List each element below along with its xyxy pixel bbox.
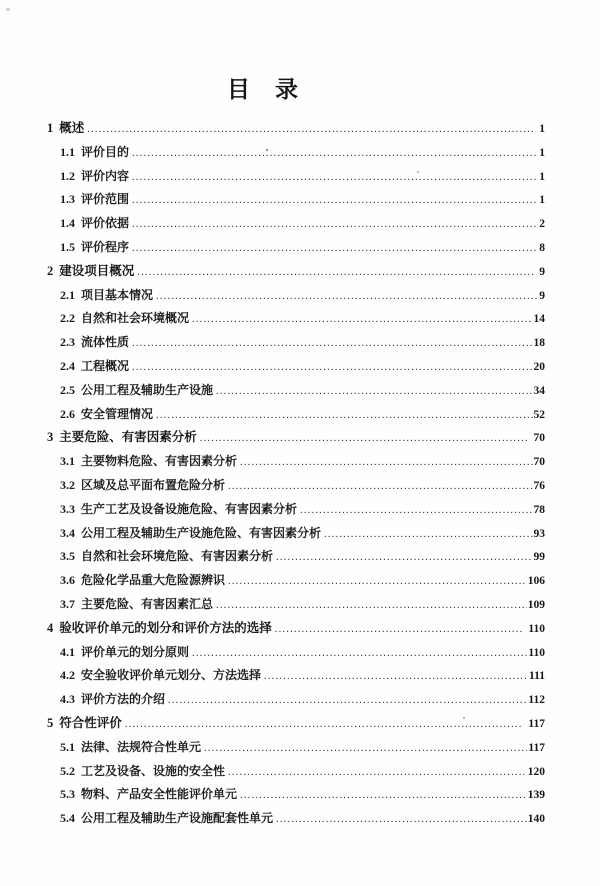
entry-title: 评价范围 <box>81 192 130 207</box>
entry-title: 主要危险、有害因素汇总 <box>81 596 214 611</box>
entry-title: 评价内容 <box>81 168 130 183</box>
entry-page: 70 <box>533 432 545 445</box>
toc-entry <box>47 569 545 593</box>
toc-entry <box>47 236 545 260</box>
entry-page: 8 <box>539 241 545 254</box>
entry-page: 9 <box>539 289 545 302</box>
entry-page: 1 <box>539 194 545 207</box>
entry-page: 117 <box>528 741 545 754</box>
entry-number: 4 <box>47 620 54 635</box>
entry-number: 3.3 <box>60 501 75 516</box>
entry-page: 99 <box>533 551 545 564</box>
toc-entry <box>47 617 545 641</box>
entry-page: 1 <box>539 146 545 159</box>
dot-leader <box>132 142 538 166</box>
entry-title: 区域及总平面布置危险分析 <box>81 477 226 492</box>
entry-page: 139 <box>527 789 545 802</box>
toc-entry <box>47 355 545 379</box>
dot-leader <box>324 523 532 547</box>
entry-page: 52 <box>533 408 545 421</box>
entry-number: 5.2 <box>60 763 75 778</box>
entry-page: 9 <box>539 265 545 278</box>
toc-entry <box>47 260 545 284</box>
entry-page: 1 <box>539 123 545 135</box>
dot-leader <box>192 642 527 666</box>
entry-title: 工艺及设备、设施的安全性 <box>81 763 226 778</box>
entry-title: 概述 <box>59 121 85 135</box>
entry-title: 公用工程及辅助生产设施 <box>81 382 214 397</box>
entry-number: 5 <box>47 715 54 730</box>
dot-leader <box>132 189 538 213</box>
toc-entry <box>47 688 545 712</box>
toc-entry <box>47 426 545 450</box>
dot-leader <box>168 689 527 713</box>
entry-title: 评价依据 <box>81 216 130 231</box>
entry-number: 2.3 <box>60 335 75 350</box>
entry-page: 18 <box>533 337 545 350</box>
entry-number: 3 <box>47 430 54 445</box>
scan-artifact-dot <box>266 149 268 151</box>
dot-leader <box>240 784 527 808</box>
entry-title: 公用工程及辅助生产设施危险、有害因素分析 <box>81 525 322 540</box>
dot-leader <box>240 451 532 475</box>
dot-leader <box>87 118 534 142</box>
entry-title: 项目基本情况 <box>81 287 154 302</box>
entry-title: 公用工程及辅助生产设施配套性单元 <box>81 811 274 826</box>
toc-list <box>47 117 545 831</box>
entry-title: 验收评价单元的划分和评价方法的选择 <box>59 620 272 635</box>
entry-page: 93 <box>533 527 545 540</box>
entry-title: 安全管理情况 <box>81 406 154 421</box>
entry-number: 1.4 <box>60 216 75 231</box>
toc-entry <box>47 522 545 546</box>
entry-number: 2.1 <box>60 287 75 302</box>
entry-number: 5.1 <box>60 739 75 754</box>
entry-page: 106 <box>527 575 545 588</box>
entry-title: 主要物料危险、有害因素分析 <box>81 454 238 469</box>
entry-number: 1.3 <box>60 192 75 207</box>
entry-page: 2 <box>539 218 545 231</box>
entry-page: 140 <box>527 813 545 826</box>
dot-leader <box>200 427 529 451</box>
entry-page: 110 <box>528 622 545 635</box>
entry-title: 流体性质 <box>81 335 130 350</box>
dot-leader <box>132 213 538 237</box>
toc-entry <box>47 450 545 474</box>
dot-leader <box>228 570 527 594</box>
entry-title: 自然和社会环境概况 <box>81 311 190 326</box>
toc-entry <box>47 760 545 784</box>
entry-number: 3.2 <box>60 477 75 492</box>
toc-entry <box>47 141 545 165</box>
entry-title: 工程概况 <box>81 358 130 373</box>
toc-entry <box>47 331 545 355</box>
entry-number: 1.1 <box>60 144 75 159</box>
entry-page: 1 <box>539 170 545 183</box>
toc-entry <box>47 664 545 688</box>
dot-leader <box>276 808 527 832</box>
dot-leader <box>216 380 532 404</box>
entry-number: 1.2 <box>60 168 75 183</box>
dot-leader <box>300 499 532 523</box>
dot-leader <box>156 285 538 309</box>
entry-title: 物料、产品安全性能评价单元 <box>81 787 238 802</box>
entry-number: 1 <box>47 121 54 135</box>
dot-leader <box>132 356 532 380</box>
entry-title: 法律、法规符合性单元 <box>81 739 202 754</box>
toc-entry <box>47 403 545 427</box>
entry-number: 4.2 <box>60 668 75 683</box>
dot-leader <box>276 546 532 570</box>
entry-page: 117 <box>528 717 545 730</box>
dot-leader <box>137 261 534 285</box>
toc-entry <box>47 545 545 569</box>
entry-number: 3.1 <box>60 454 75 469</box>
entry-number: 3.7 <box>60 596 75 611</box>
entry-number: 3.4 <box>60 525 75 540</box>
entry-number: 5.3 <box>60 787 75 802</box>
entry-number: 5.4 <box>60 811 75 826</box>
entry-page: 112 <box>528 694 545 707</box>
entry-number: 3.6 <box>60 573 75 588</box>
dot-leader <box>132 332 532 356</box>
toc-entry <box>47 188 545 212</box>
entry-number: 2.6 <box>60 406 75 421</box>
toc-entry <box>47 117 545 141</box>
entry-title: 符合性评价 <box>59 715 122 730</box>
dot-leader <box>204 737 527 761</box>
scan-artifact-smudge <box>6 8 10 11</box>
entry-page: 78 <box>533 503 545 516</box>
toc-entry <box>47 807 545 831</box>
entry-page: 120 <box>527 765 545 778</box>
page-title: 目 录 <box>227 77 299 102</box>
entry-title: 评价程序 <box>81 239 130 254</box>
entry-title: 评价方法的介绍 <box>81 692 166 707</box>
entry-title: 建设项目概况 <box>59 263 135 278</box>
toc-entry <box>47 307 545 331</box>
dot-leader <box>216 594 527 618</box>
toc-entry <box>47 641 545 665</box>
entry-number: 2.2 <box>60 311 75 326</box>
entry-page: 110 <box>528 646 545 659</box>
dot-leader <box>275 618 524 642</box>
entry-number: 2.5 <box>60 382 75 397</box>
toc-entry <box>47 284 545 308</box>
entry-page: 14 <box>533 313 545 326</box>
toc-entry <box>47 593 545 617</box>
entry-number: 4.3 <box>60 692 75 707</box>
toc-entry <box>47 165 545 189</box>
scan-artifact-dot <box>417 171 419 173</box>
entry-number: 4.1 <box>60 644 75 659</box>
dot-leader <box>192 308 532 332</box>
entry-page: 76 <box>533 479 545 492</box>
entry-number: 1.5 <box>60 239 75 254</box>
dot-leader <box>156 404 532 428</box>
entry-title: 自然和社会环境危险、有害因素分析 <box>81 549 274 564</box>
dot-leader <box>228 761 527 785</box>
dot-leader <box>132 166 538 190</box>
entry-title: 评价单元的划分原则 <box>81 644 190 659</box>
entry-title: 主要危险、有害因素分析 <box>59 430 197 445</box>
toc-entry <box>47 379 545 403</box>
entry-number: 2.4 <box>60 358 75 373</box>
scan-artifact-dot <box>463 717 465 719</box>
dot-leader <box>228 475 532 499</box>
entry-page: 70 <box>533 456 545 469</box>
entry-page: 34 <box>533 384 545 397</box>
entry-page: 109 <box>527 598 545 611</box>
entry-title: 安全验收评价单元划分、方法选择 <box>81 668 262 683</box>
entry-title: 生产工艺及设备设施危险、有害因素分析 <box>81 501 298 516</box>
entry-number: 2 <box>47 263 54 278</box>
toc-entry <box>47 498 545 522</box>
toc-entry <box>47 736 545 760</box>
entry-number: 3.5 <box>60 549 75 564</box>
entry-title: 评价目的 <box>81 144 130 159</box>
entry-title: 危险化学品重大危险源辨识 <box>81 573 226 588</box>
toc-entry <box>47 712 545 736</box>
dot-leader <box>132 237 538 261</box>
entry-page: 20 <box>533 360 545 373</box>
toc-entry <box>47 212 545 236</box>
toc-entry <box>47 783 545 807</box>
entry-page: 111 <box>529 670 545 683</box>
dot-leader <box>264 665 528 689</box>
toc-entry <box>47 474 545 498</box>
